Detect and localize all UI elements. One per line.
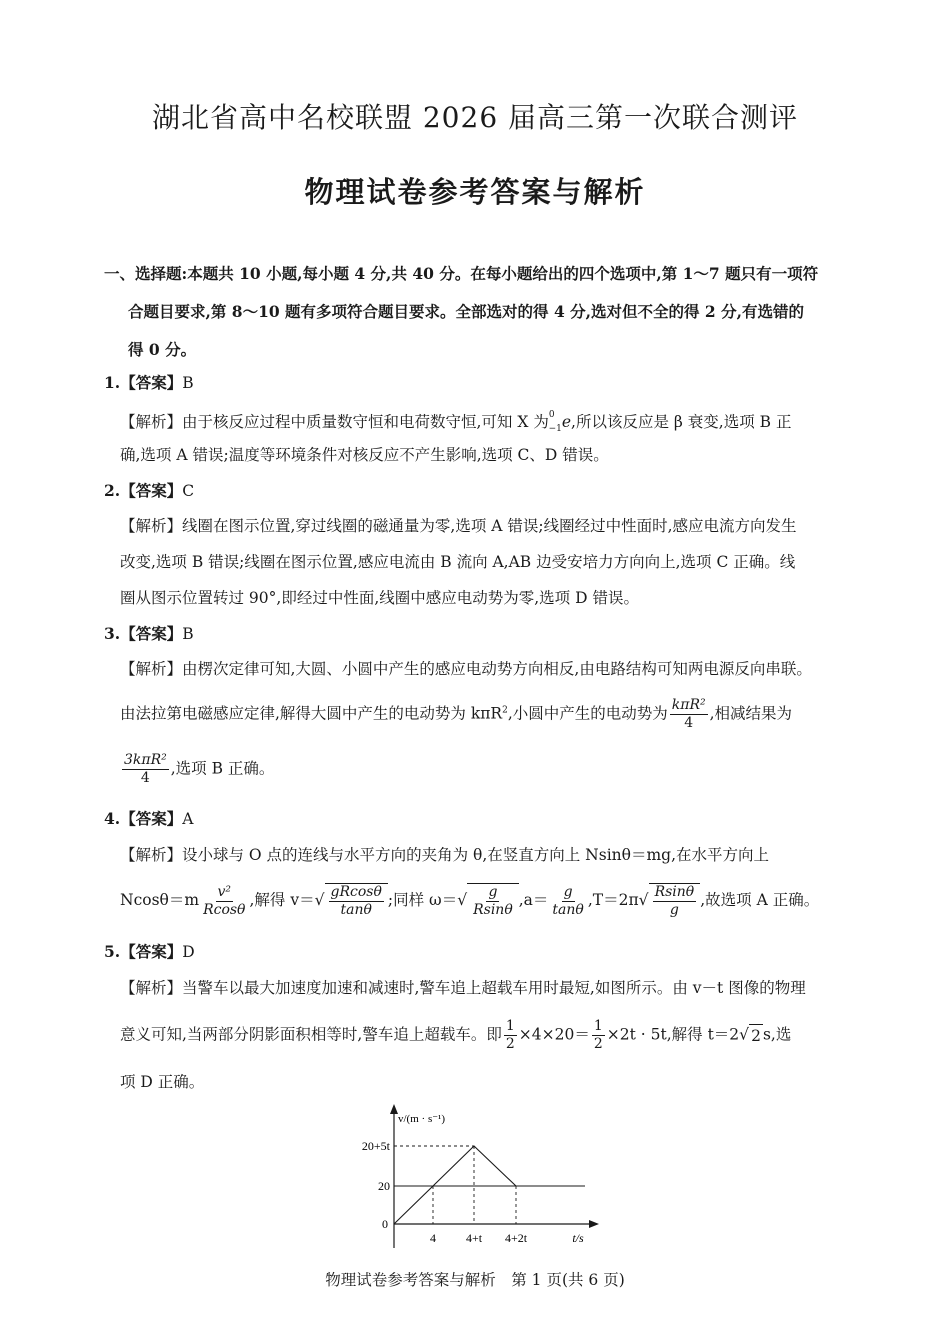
frac-num: g (563, 883, 573, 900)
frac-num: gRcosθ (330, 884, 382, 900)
q4-number: 4. (104, 809, 121, 828)
q1-number: 1. (104, 373, 121, 392)
q5-analysis-1: 【解析】当警车以最大加速度加速和减速时,警车追上超载车用时最短,如图所示。由 v－t 图像的物理 (120, 979, 806, 997)
y-axis-arrow (390, 1104, 398, 1114)
frac-den: tanθ (552, 901, 584, 918)
q2-analysis-3: 圈从图示位置转过 90°,即经过中性面,线圈中感应电动势为零,选项 D 错误。 (120, 589, 639, 607)
frac-den: 4 (684, 715, 694, 731)
section-line-1: 一、选择题:本题共 10 小题,每小题 4 分,共 40 分。在每小题给出的四个选项中,第 1～7 题只有一项符 (104, 264, 819, 283)
q4-p6: ,故选项 A 正确。 (700, 891, 820, 909)
q5-analysis-2: 意义可知,当两部分阴影面积相等时,警车追上超载车。即 $\frac{1}{2}$ ×4×20＝ $\frac{1}{2}$ ×2t · 5t,解得 t＝2√ 2 s,选 (120, 1018, 792, 1052)
q4-frac-3 (471, 884, 515, 919)
q1-analysis-1 (120, 408, 850, 440)
q3-analysis-3 (120, 752, 850, 787)
q3-number: 3. (104, 624, 121, 643)
section-instructions (104, 255, 864, 369)
q1-tag: 【答案】 (120, 373, 183, 392)
vt-graph (340, 1098, 620, 1258)
x-axis-label: t/s (572, 1231, 584, 1245)
y-axis-label: v/(m · s⁻¹) (398, 1113, 445, 1125)
q1-answer-value: B (182, 374, 194, 392)
q5-answer (104, 941, 195, 963)
frac-num: Rsinθ (654, 884, 695, 900)
q4-analysis-2: Ncosθ＝m $\frac{\text{v²}}{Rcos\theta}$ ,解得 v＝√ $\frac{gRcos\theta}{\tan\theta}$ ;同样 ω＝√ $\frac{g}{Rsin\theta}$ ,a＝ $\frac{g}{\tan\theta}$ ,T＝2π√ $\frac{Rsin\theta}{g}$ ,故选项 A 正确。 (120, 883, 820, 918)
q4-frac-2 (329, 884, 384, 919)
q5-p3: ×2t · 5t,解得 t＝2 (606, 1025, 740, 1044)
q3-answer-value: B (182, 625, 194, 643)
q4-frac-5 (653, 884, 697, 919)
q4-frac-1 (201, 884, 247, 919)
tick-origin: 0 (382, 1217, 388, 1231)
q3-text-b: ,小圆中产生的电动势为 (507, 704, 668, 723)
q4-answer (104, 808, 193, 830)
page-footer: 物理试卷参考答案与解析 第 1 页(共 6 页) (325, 1271, 625, 1289)
q2-analysis-1: 【解析】线圈在图示位置,穿过线圈的磁通量为零,选项 A 错误;线圈经过中性面时,感应电流方向发生 (120, 517, 797, 535)
tick-y-top: 20+5t (361, 1139, 390, 1153)
q5-tag: 【答案】 (120, 942, 183, 961)
frac-num: v² (217, 883, 232, 900)
page-subtitle: 物理试卷参考答案与解析 (304, 175, 646, 209)
q5-frac-1 (504, 1018, 517, 1053)
q4-p5: ,T＝2π (587, 891, 639, 909)
frac-num: kπR² (671, 697, 706, 713)
q5-p1: 意义可知,当两部分阴影面积相等时,警车追上超载车。即 (120, 1025, 502, 1044)
q2-answer-value: C (182, 482, 195, 500)
frac-den: g (669, 902, 679, 918)
q3-tag: 【答案】 (120, 624, 183, 643)
q1-e: e (561, 413, 572, 432)
q4-p2: ,解得 v＝ (249, 891, 315, 909)
frac-den: 4 (140, 770, 150, 786)
q4-frac-4 (550, 884, 585, 919)
q1-sup: 0 (548, 410, 555, 420)
q3-fraction-1 (670, 697, 708, 732)
q3-text-d: ,选项 B 正确。 (170, 759, 275, 778)
q3-text-c: ,相减结果为 (709, 704, 793, 723)
q4-answer-value: A (182, 810, 194, 828)
q2-number: 2. (104, 481, 121, 500)
tick-y-20: 20 (378, 1179, 390, 1193)
frac-num: 3kπR² (124, 752, 167, 768)
q3-text-a: 由法拉第电磁感应定律,解得大圆中产生的电动势为 kπR (120, 704, 503, 723)
q4-tag: 【答案】 (120, 809, 183, 828)
tick-x-42t: 4+2t (504, 1231, 528, 1245)
frac-den: Rcosθ (203, 901, 246, 918)
frac-den: 2 (593, 1036, 603, 1052)
q3-analysis-2 (120, 697, 850, 732)
section-line-3: 得 0 分。 (128, 340, 197, 359)
q5-p2: ×4×20＝ (518, 1025, 590, 1044)
q1-analysis-2: 确,选项 A 错误;温度等环境条件对核反应不产生影响,选项 C、D 错误。 (120, 446, 609, 464)
q1-analysis-text: 【解析】由于核反应过程中质量数守恒和电荷数守恒,可知 X 为 (120, 413, 549, 432)
q5-analysis-3: 项 D 正确。 (120, 1073, 205, 1091)
q1-answer (104, 372, 194, 394)
section-line-2: 合题目要求,第 8～10 题有多项符合题目要求。全部选对的得 4 分,选对但不全的得 2 分,有选错的 (128, 302, 804, 321)
q3-fraction-2 (122, 752, 169, 787)
q3-analysis-1: 【解析】由楞次定律可知,大圆、小圆中产生的感应电动势方向相反,由电路结构可知两电源反向串联。 (120, 660, 812, 678)
frac-den: 2 (505, 1036, 515, 1052)
q4-p1: Ncosθ＝m (120, 891, 200, 909)
q5-sqrt: 2 (749, 1024, 763, 1047)
q3-sup: 2 (502, 705, 508, 716)
q5-answer-value: D (182, 943, 195, 961)
frac-num: 1 (505, 1018, 515, 1034)
x-axis-arrow (589, 1220, 599, 1228)
police-car-line (394, 1146, 516, 1224)
frac-num: g (488, 884, 498, 900)
q5-frac-2 (592, 1018, 605, 1053)
q4-p4: ,a＝ (518, 891, 549, 909)
frac-den: Rsinθ (473, 902, 513, 918)
page-title: 湖北省高中名校联盟 2026 届高三第一次联合测评 (151, 101, 799, 134)
frac-num: 1 (593, 1018, 603, 1034)
frac-den: tanθ (340, 902, 372, 918)
q2-tag: 【答案】 (120, 481, 183, 500)
q5-number: 5. (104, 942, 121, 961)
q2-analysis-2: 改变,选项 B 错误;线圈在图示位置,感应电流由 B 流向 A,AB 边受安培力方向向上,选项 C 正确。线 (120, 553, 796, 571)
q4-p3: ;同样 ω＝ (387, 891, 458, 909)
q3-answer (104, 623, 194, 645)
q1-analysis-rest: ,所以该反应是 β 衰变,选项 B 正 (571, 413, 792, 432)
q5-p4: s,选 (762, 1025, 792, 1044)
q2-answer (104, 480, 194, 502)
tick-x-4: 4 (430, 1231, 436, 1245)
q4-analysis-1: 【解析】设小球与 O 点的连线与水平方向的夹角为 θ,在竖直方向上 Nsinθ＝mg,在水平方向上 (120, 846, 770, 864)
tick-x-4t: 4+t (465, 1231, 483, 1245)
q1-sub: −1 (548, 424, 562, 435)
